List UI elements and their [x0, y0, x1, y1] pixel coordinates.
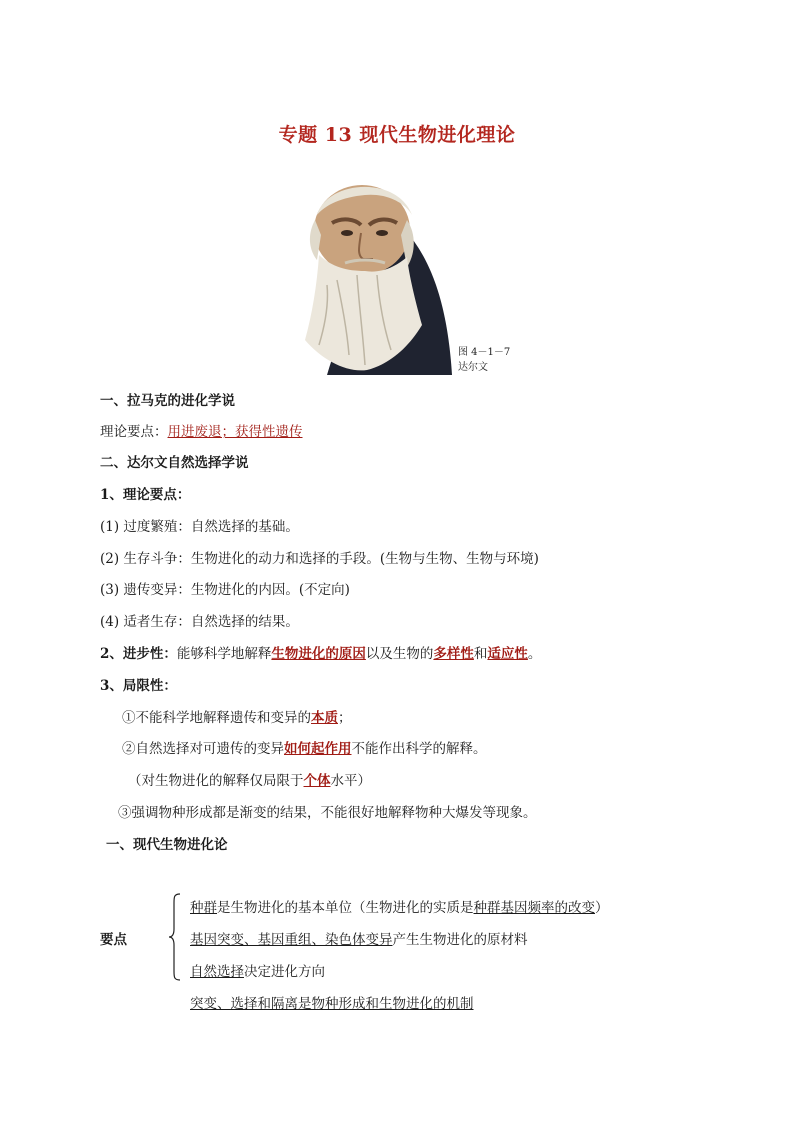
lamarck-heading: 一、拉马克的进化学说 — [100, 393, 235, 409]
limit-item-3 — [128, 771, 371, 791]
lamarck-points — [100, 422, 303, 442]
limit-3-key: 个体 — [303, 773, 331, 789]
lamarck-points-label: 理论要点： — [100, 424, 168, 440]
progress-key-2: 多样性 — [433, 646, 474, 662]
limit-item-1 — [122, 708, 352, 728]
figure-caption — [458, 345, 510, 375]
modern-label: 要点 — [100, 932, 127, 948]
modern-point-1-a: 种群 — [190, 900, 217, 916]
progress-text-2: 以及生物的 — [365, 646, 434, 662]
darwin-points-heading: 1、理论要点： — [100, 487, 191, 503]
limit-1-text: ①不能科学地解释遗传和变异的 — [122, 710, 311, 726]
limit-3-post: 水平） — [330, 773, 371, 789]
figure-caption-number: 图 4－1－7 — [458, 347, 511, 358]
darwin-portrait — [287, 175, 452, 375]
limit-item-2 — [122, 739, 487, 759]
darwin-point-1: (1) 过度繁殖：自然选择的基础。 — [100, 519, 299, 535]
modern-point-3 — [190, 962, 325, 982]
modern-point-4: 突变、选择和隔离是物种形成和生物进化的机制 — [190, 996, 474, 1012]
modern-point-2-b: 产生生物进化的原材料 — [392, 932, 528, 948]
modern-point-3-b: 决定进化方向 — [244, 964, 325, 980]
darwin-point-2: (2) 生存斗争：生物进化的动力和选择的手段。(生物与生物、生物与环境) — [100, 551, 539, 567]
modern-point-1-c: 种群基因频率的改变 — [473, 900, 595, 916]
limit-2-text: ②自然选择对可遗传的变异 — [122, 741, 284, 757]
progress-text-3: 和 — [473, 646, 488, 662]
progress-text-4: 。 — [527, 646, 542, 662]
modern-point-3-a: 自然选择 — [190, 964, 244, 980]
page-title: 专题 13 现代生物进化理论 — [278, 124, 516, 146]
darwin-progress — [100, 644, 541, 664]
limit-1-post: ； — [338, 710, 352, 726]
progress-label: 2、进步性： — [100, 646, 177, 662]
modern-point-1-b: 是生物进化的基本单位（生物进化的实质是 — [217, 900, 474, 916]
limit-2-key: 如何起作用 — [284, 741, 352, 757]
darwin-point-3: (3) 遗传变异：生物进化的内因。(不定向) — [100, 582, 350, 598]
modern-point-2-a: 基因突变、基因重组、染色体变异 — [190, 932, 393, 948]
modern-point-1-d: ） — [595, 900, 609, 916]
progress-text-1: 能够科学地解释 — [176, 646, 272, 662]
limit-1-key: 本质 — [311, 710, 338, 726]
modern-point-2 — [190, 930, 528, 950]
darwin-heading: 二、达尔文自然选择学说 — [100, 455, 249, 471]
progress-key-1: 生物进化的原因 — [271, 646, 366, 662]
modern-heading: 一、现代生物进化论 — [106, 837, 228, 853]
lamarck-answer: 用进废退；获得性遗传 — [167, 424, 303, 440]
limit-3-text: （对生物进化的解释仅局限于 — [128, 773, 304, 789]
limit-2-post: 不能作出科学的解释。 — [351, 741, 487, 757]
darwin-point-4: (4) 适者生存：自然选择的结果。 — [100, 614, 299, 630]
brace-bracket — [168, 893, 182, 981]
limits-heading: 3、局限性： — [100, 678, 177, 694]
progress-key-3: 适应性 — [487, 646, 528, 662]
figure-caption-name: 达尔文 — [458, 362, 488, 373]
limit-item-4: ③强调物种形成都是渐变的结果，不能很好地解释物种大爆发等现象。 — [118, 805, 537, 821]
modern-point-1 — [190, 898, 609, 918]
